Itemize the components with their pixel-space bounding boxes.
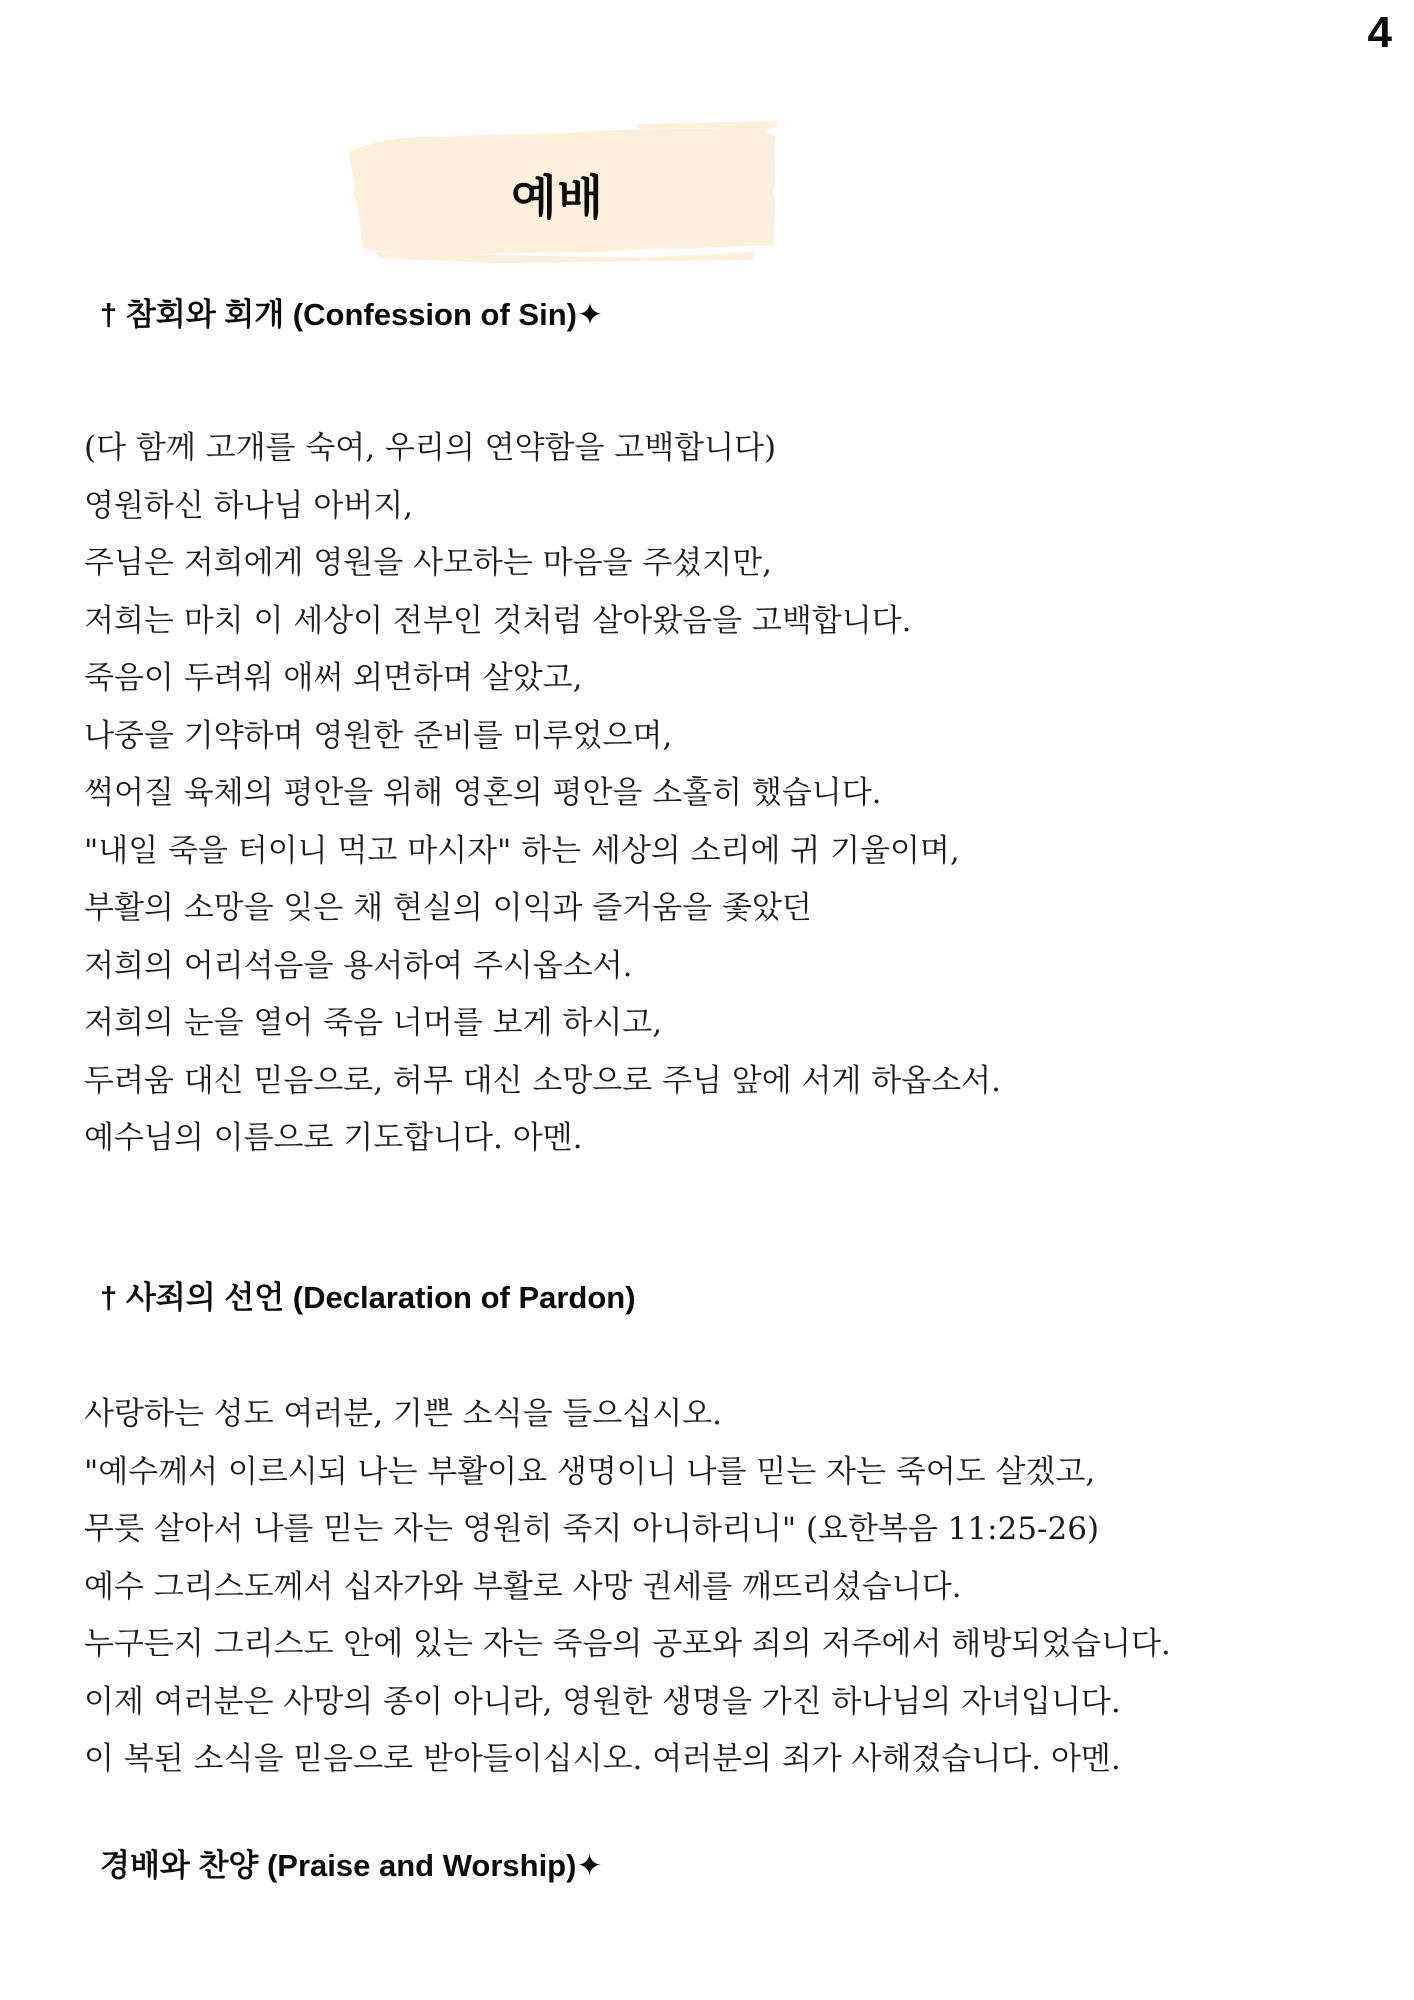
prayer-line: 예수 그리스도께서 십자가와 부활로 사망 권세를 깨뜨리셨습니다. <box>84 1568 962 1605</box>
prayer-line: 두려움 대신 믿음으로, 허무 대신 소망으로 주님 앞에 서게 하옵소서. <box>84 1062 1001 1099</box>
prayer-line: 죽음이 두려워 애써 외면하며 살았고, <box>84 660 583 696</box>
prayer-line: "예수께서 이르시되 나는 부활이요 생명이니 나를 믿는 자는 죽어도 살겠고, <box>84 1453 1096 1490</box>
confession-prayer-text <box>84 420 1374 1168</box>
prayer-line: 부활의 소망을 잊은 채 현실의 이익과 즐거움을 좇았던 <box>84 890 812 926</box>
prayer-line: 영원하신 하나님 아버지, <box>84 487 414 524</box>
prayer-line: 사랑하는 성도 여러분, 기쁜 소식을 들으십시오. <box>84 1396 722 1432</box>
section-heading-pardon: † 사죄의 선언 (Declaration of Pardon) <box>100 1280 636 1315</box>
prayer-line: (다 함께 고개를 숙여, 우리의 연약함을 고백합니다) <box>84 430 777 466</box>
prayer-line: 이제 여러분은 사망의 종이 아니라, 영원한 생명을 가진 하나님의 자녀입니다. <box>84 1683 1121 1720</box>
prayer-line: 주님은 저희에게 영원을 사모하는 마음을 주셨지만, <box>84 545 772 581</box>
page-title-block <box>335 120 780 268</box>
prayer-line: 예수님의 이름으로 기도합니다. 아멘. <box>84 1120 583 1156</box>
section-heading-praise: 경배와 찬양 (Praise and Worship)✦ <box>100 1848 603 1883</box>
prayer-line: 무릇 살아서 나를 믿는 자는 영원히 죽지 아니하리니" (요한복음 11:25-26) <box>84 1511 1100 1547</box>
prayer-line: 썩어질 육체의 평안을 위해 영혼의 평안을 소홀히 했습니다. <box>84 775 882 811</box>
section-heading-confession: † 참회와 회개 (Confession of Sin)✦ <box>100 297 603 332</box>
prayer-line: 나중을 기약하며 영원한 준비를 미루었으며, <box>84 717 673 754</box>
prayer-line: 누구든지 그리스도 안에 있는 자는 죽음의 공포와 죄의 저주에서 해방되었습니다. <box>84 1626 1171 1662</box>
prayer-line: "내일 죽을 터이니 먹고 마시자" 하는 세상의 소리에 귀 기울이며, <box>84 832 960 869</box>
prayer-line: 저희는 마치 이 세상이 전부인 것처럼 살아왔음을 고백합니다. <box>84 602 912 639</box>
pardon-declaration-text <box>84 1386 1374 1789</box>
prayer-line: 저희의 어리석음을 용서하여 주시옵소서. <box>84 947 633 984</box>
prayer-line: 저희의 눈을 열어 죽음 너머를 보게 하시고, <box>84 1005 663 1041</box>
page-title: 예배 <box>511 170 604 224</box>
prayer-line: 이 복된 소식을 믿음으로 받아들이십시오. 여러분의 죄가 사해졌습니다. 아멘. <box>84 1741 1121 1777</box>
page-number: 4 <box>1367 8 1392 57</box>
